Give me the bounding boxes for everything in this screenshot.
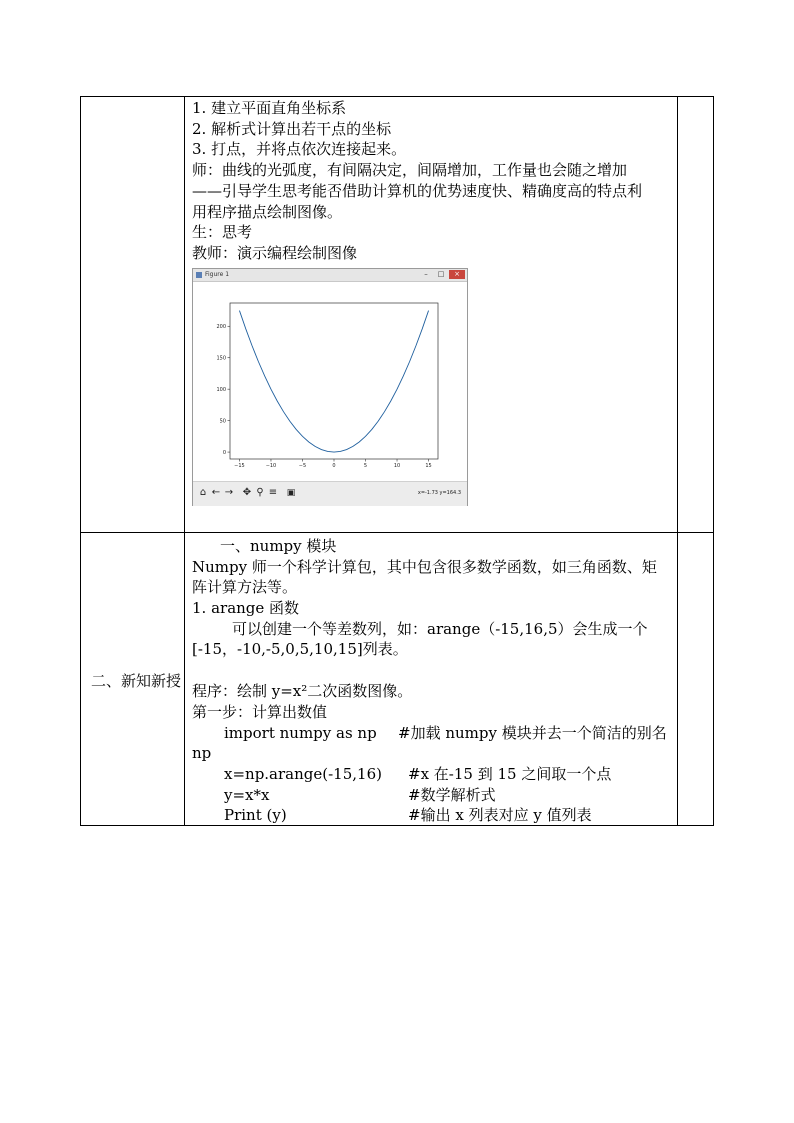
figure-toolbar [193,481,467,506]
row2-content [192,536,682,826]
code-line: x=np.arange(-15,16) [224,765,382,783]
text-line: Numpy 师一个科学计算包，其中包含很多数学函数，如三角函数、矩 [192,558,657,576]
y-tick-label: 100 [216,386,226,393]
text-line: 教师：演示编程绘制图像 [192,244,358,262]
forward-arrow-icon[interactable]: → [224,487,234,498]
code-line: Print (y) [224,806,287,824]
app-icon [196,272,202,278]
x-tick-label: −15 [234,463,245,469]
text-line: 2. 解析式计算出若干点的坐标 [192,120,392,138]
pan-icon[interactable]: ✥ [242,487,252,498]
x-tick-label: 5 [363,463,368,469]
y-tick-label: 0 [222,449,226,456]
code-comment: #输出 x 列表对应 y 值列表 [408,806,592,824]
text-line: 生：思考 [192,223,253,241]
table-border-top [80,96,714,97]
code-comment: #数学解析式 [408,786,496,804]
y-tick-label: 50 [219,418,226,425]
text-line: 阵计算方法等。 [192,578,298,596]
figure-window [192,268,468,506]
maximize-icon[interactable]: □ [437,270,445,278]
series-line [239,311,428,453]
x-tick-label: −10 [265,463,277,469]
table-row-divider [80,532,714,533]
y-tick-label: 150 [216,355,226,362]
text-line: 用程序描点绘制图像。 [192,203,343,221]
text-line: 师：曲线的光弧度，有间隔决定，间隔增加，工作量也会随之增加 [192,161,628,179]
text-line: 3. 打点，并将点依次连接起来。 [192,140,407,158]
parabola-chart [193,282,467,481]
code-line-continuation: np [192,744,212,762]
text-line: 1. 建立平面直角坐标系 [192,99,347,117]
back-arrow-icon[interactable]: ← [211,487,221,498]
lesson-table [80,96,714,826]
code-line: y=x*x [224,786,270,804]
code-comment: #加载 numpy 模块并去一个简洁的别名 [398,724,667,742]
figure-title: Figure 1 [205,271,230,278]
text-line: 1. arange 函数 [192,599,300,617]
x-tick-label: 10 [393,463,401,469]
section-label: 二、新知新授 [90,672,181,690]
code-comment: #x 在-15 到 15 之间取一个点 [408,765,612,783]
axes-frame [230,303,438,459]
x-tick-label: −5 [298,463,307,469]
code-line: import numpy as np [224,724,377,742]
figure-titlebar [193,269,467,282]
text-line: ——引导学生思考能否借助计算机的优势速度快、精确度高的特点利 [192,182,643,200]
text-line: 可以创建一个等差数列，如：arange（-15,16,5）会生成一个 [232,620,648,638]
y-tick-label: 200 [216,324,226,331]
close-icon[interactable]: × [449,270,465,279]
plot-canvas [193,282,467,481]
table-col-divider-1 [184,96,185,826]
table-border-right [713,96,714,826]
text-line: [-15，-10,-5,0,5,10,15]列表。 [192,640,408,658]
text-line: 第一步：计算出数值 [192,703,328,721]
text-line: 程序：绘制 y=x²二次函数图像。 [192,682,413,700]
save-icon[interactable]: ▣ [286,488,296,498]
section-heading: 一、numpy 模块 [220,537,337,555]
x-tick-label: 0 [332,463,336,469]
cursor-coordinates: x=-1.73 y=164.3 [417,490,461,496]
subplots-icon[interactable]: ≡ [268,487,278,498]
minimize-icon[interactable]: – [424,270,428,278]
home-icon[interactable]: ⌂ [199,487,207,498]
table-border-left [80,96,81,826]
x-tick-label: 15 [425,463,432,469]
zoom-icon[interactable]: ⚲ [256,487,264,498]
